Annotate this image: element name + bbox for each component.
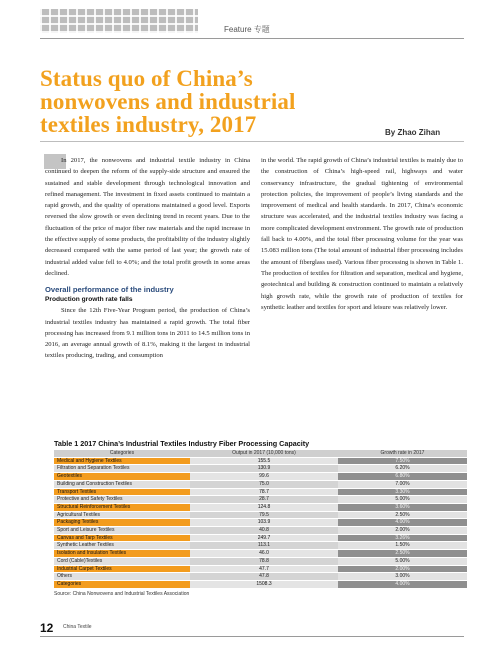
row-category: Categories — [54, 580, 190, 588]
table-row — [54, 465, 467, 473]
page-number: 12 — [40, 621, 54, 635]
row-growth: 7.50% — [338, 457, 467, 465]
row-category: Industrial Carpet Textiles — [54, 565, 190, 573]
row-output: 103.9 — [190, 519, 338, 527]
table-row — [54, 511, 467, 519]
table-row — [54, 457, 467, 465]
row-output: 47.8 — [190, 573, 338, 581]
header-categories: Categories — [54, 450, 190, 457]
row-growth: 3.00% — [338, 573, 467, 581]
row-output: 28.7 — [190, 496, 338, 504]
table-row — [54, 542, 467, 550]
table-row — [54, 580, 467, 588]
fiber-capacity-table — [54, 437, 467, 597]
row-growth: 3.60% — [338, 503, 467, 511]
row-output: 47.7 — [190, 565, 338, 573]
row-growth: 1.50% — [338, 542, 467, 550]
row-category: Geotextiles — [54, 473, 190, 481]
row-category: Transport Textiles — [54, 488, 190, 496]
row-output: 78.8 — [190, 557, 338, 565]
row-growth: 7.00% — [338, 480, 467, 488]
header-rule — [40, 38, 464, 39]
article-title: Status quo of China’s nonwovens and industrial textiles industry, 2017 — [40, 66, 296, 137]
row-category: Others — [54, 573, 190, 581]
row-output: 78.7 — [190, 488, 338, 496]
row-category: Agricultural Textiles — [54, 511, 190, 519]
table-row — [54, 488, 467, 496]
header-pattern — [40, 9, 198, 33]
row-growth: 6.80% — [338, 473, 467, 481]
table-row — [54, 519, 467, 527]
title-rule — [40, 141, 464, 142]
right-column — [261, 155, 463, 313]
row-category: Sport and Leisure Textiles — [54, 527, 190, 535]
row-category: Protective and Safety Textiles — [54, 496, 190, 504]
row-growth: 4.00% — [338, 580, 467, 588]
table-row — [54, 550, 467, 558]
row-output: 46.0 — [190, 550, 338, 558]
row-output: 130.9 — [190, 465, 338, 473]
row-category: Canvas and Tarp Textiles — [54, 534, 190, 542]
table-row — [54, 496, 467, 504]
row-category: Filtration and Separation Textiles — [54, 465, 190, 473]
sub-heading: Production growth rate falls — [45, 296, 133, 304]
footer-rule — [40, 636, 464, 637]
body-paragraph-continued: in the world. The rapid growth of China’s industrial textiles is mainly due to the construction of China’s high-speed rail, highways and water conservancy infrastructure, the gradual tightening of environmental protection policies, the improvement of people’s living standards and the improvement of medical and health standards. In 2017, China’s economic structure was accelerated, and the industrial textiles industry was facing a more complicated development environment. The growth rate of production fall back to 4.00%, and the total fiber processing volume for the year was 15.083 million tons (The total amount of industrial fiber processing includes the amount of fiberglass used). Various fiber processing is shown in Table 1. The production of textiles for filtration and separation, medical and hygiene, geotechnical and building & construction continued to maintain a relatively high growth rate, while the growth rate of production of textiles for synthetic leather and textiles for sport and leisure was relatively lower. — [261, 157, 463, 311]
row-category: Cord (Cable)Textiles — [54, 557, 190, 565]
row-growth: 5.00% — [338, 496, 467, 504]
row-category: Building and Construction Textiles — [54, 480, 190, 488]
byline: By Zhao Zihan — [385, 128, 441, 137]
row-output: 113.1 — [190, 542, 338, 550]
row-growth: 2.00% — [338, 565, 467, 573]
section-heading: Overall performance of the industry — [45, 285, 174, 295]
row-output: 124.8 — [190, 503, 338, 511]
table-row — [54, 557, 467, 565]
row-output: 99.6 — [190, 473, 338, 481]
row-category: Synthetic Leather Textiles — [54, 542, 190, 550]
table-row — [54, 534, 467, 542]
row-growth: 2.50% — [338, 511, 467, 519]
table-row — [54, 565, 467, 573]
header-output: Output in 2017 (10,000 tons) — [190, 450, 338, 457]
row-growth: 6.20% — [338, 465, 467, 473]
row-output: 79.5 — [190, 511, 338, 519]
row-growth: 2.00% — [338, 527, 467, 535]
table-row — [54, 480, 467, 488]
row-growth: 3.30% — [338, 488, 467, 496]
row-category: Structural Reinforcement Textiles — [54, 503, 190, 511]
body-paragraph: Since the 12th Five-Year Program period, the production of China’s industrial textiles industry has maintained a rapid growth. The total fiber processing has increased from 9.1 million tons in 2011 to 14.5 million tons in 2016, an average annual growth of 8.1%, making it the largest in industrial textiles producing, trading, and consumption — [45, 307, 250, 360]
data-table — [54, 450, 467, 589]
row-category: Isolation and Insulation Textiles — [54, 550, 190, 558]
row-output: 40.8 — [190, 527, 338, 535]
table-row — [54, 473, 467, 481]
table-header-row — [54, 450, 467, 457]
row-output: 249.7 — [190, 534, 338, 542]
row-growth: 4.00% — [338, 519, 467, 527]
intro-paragraph: In 2017, the nonwovens and industrial textile industry in China continued to deepen the reform of the supply-side structure and ensured the sustained and stable development through technological innovation and refined management. The investment in fixed assets continued to maintain a rapid growth, and the quality of operations maintained a good level. Exports reversed the slow growth or even declining trend in recent years. Due to the fluctuation of the price of major fiber raw materials and the rapid increase in the effective supply of some products, the profitability of the industry slightly decreased compared with the same period of last year; the growth rate of industrial added value fell to 4.0%; and the total profit growth in some areas declined. — [45, 157, 250, 277]
left-column — [45, 155, 250, 362]
table-row — [54, 503, 467, 511]
header-growth: Growth rate in 2017 — [338, 450, 467, 457]
publication-name: China Textile — [63, 624, 92, 630]
row-output: 75.0 — [190, 480, 338, 488]
table-row — [54, 527, 467, 535]
row-output: 1508.3 — [190, 580, 338, 588]
table-row — [54, 573, 467, 581]
row-category: Packaging Textiles — [54, 519, 190, 527]
table-source: Source: China Nonwovens and Industrial Textiles Association — [54, 590, 190, 597]
row-output: 155.5 — [190, 457, 338, 465]
section-tag: Feature 专题 — [224, 25, 270, 34]
row-growth: 2.50% — [338, 550, 467, 558]
row-category: Medical and Hygiene Textiles — [54, 457, 190, 465]
row-growth: 5.00% — [338, 557, 467, 565]
table-title: Table 1 2017 China’s Industrial Textiles Industry Fiber Processing Capacity — [54, 439, 310, 448]
row-growth: 3.26% — [338, 534, 467, 542]
